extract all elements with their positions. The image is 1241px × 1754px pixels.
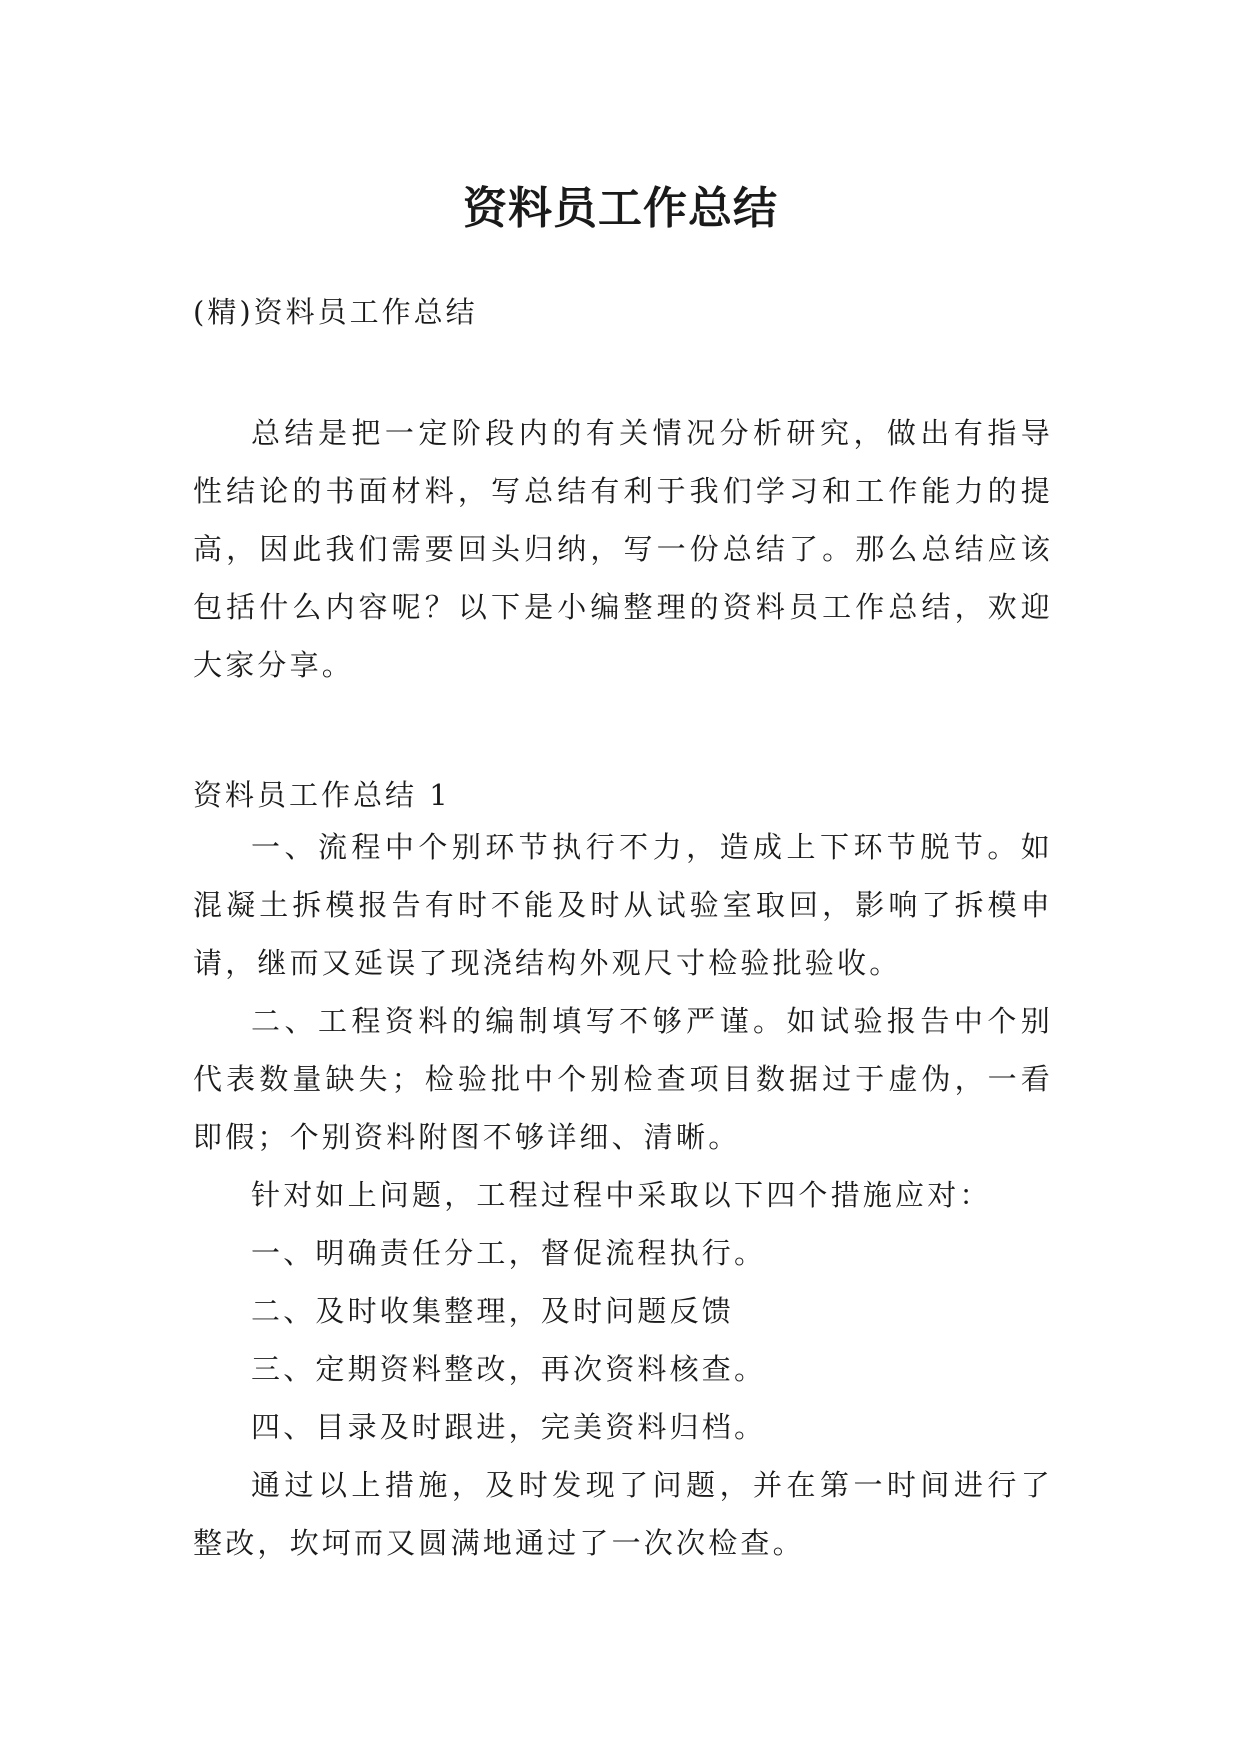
- paragraph-measure-1: 一、明确责任分工，督促流程执行。: [251, 1236, 767, 1270]
- section-body: [193, 818, 1053, 1572]
- paragraph-issue-2: 二、工程资料的编制填写不够严谨。如试验报告中个别代表数量缺失；检验批中个别检查项目数据过于虚伪，一看即假；个别资料附图不够详细、清晰。: [193, 1004, 1053, 1154]
- intro-paragraph: 总结是把一定阶段内的有关情况分析研究，做出有指导性结论的书面材料，写总结有利于我们学习和工作能力的提高，因此我们需要回头归纳，写一份总结了。那么总结应该包括什么内容呢？以下是小编整理的资料员工作总结，欢迎大家分享。: [193, 416, 1053, 682]
- paragraph-measure-3: 三、定期资料整改，再次资料核查。: [251, 1352, 767, 1386]
- paragraph-conclusion: 通过以上措施，及时发现了问题，并在第一时间进行了整改，坎坷而又圆满地通过了一次次检查。: [193, 1468, 1053, 1560]
- section-heading: 资料员工作总结 1: [193, 778, 451, 812]
- intro-block: [193, 404, 1053, 694]
- document-title: 资料员工作总结: [463, 183, 778, 235]
- paragraph-measure-2: 二、及时收集整理，及时问题反馈: [251, 1294, 735, 1328]
- paragraph-issue-1: 一、流程中个别环节执行不力，造成上下环节脱节。如混凝土拆模报告有时不能及时从试验室取回，影响了拆模申请，继而又延误了现浇结构外观尺寸检验批验收。: [193, 830, 1053, 980]
- document-subtitle: (精)资料员工作总结: [193, 295, 478, 329]
- paragraph-measures-intro: 针对如上问题，工程过程中采取以下四个措施应对：: [251, 1178, 992, 1212]
- paragraph-measure-4: 四、目录及时跟进，完美资料归档。: [251, 1410, 767, 1444]
